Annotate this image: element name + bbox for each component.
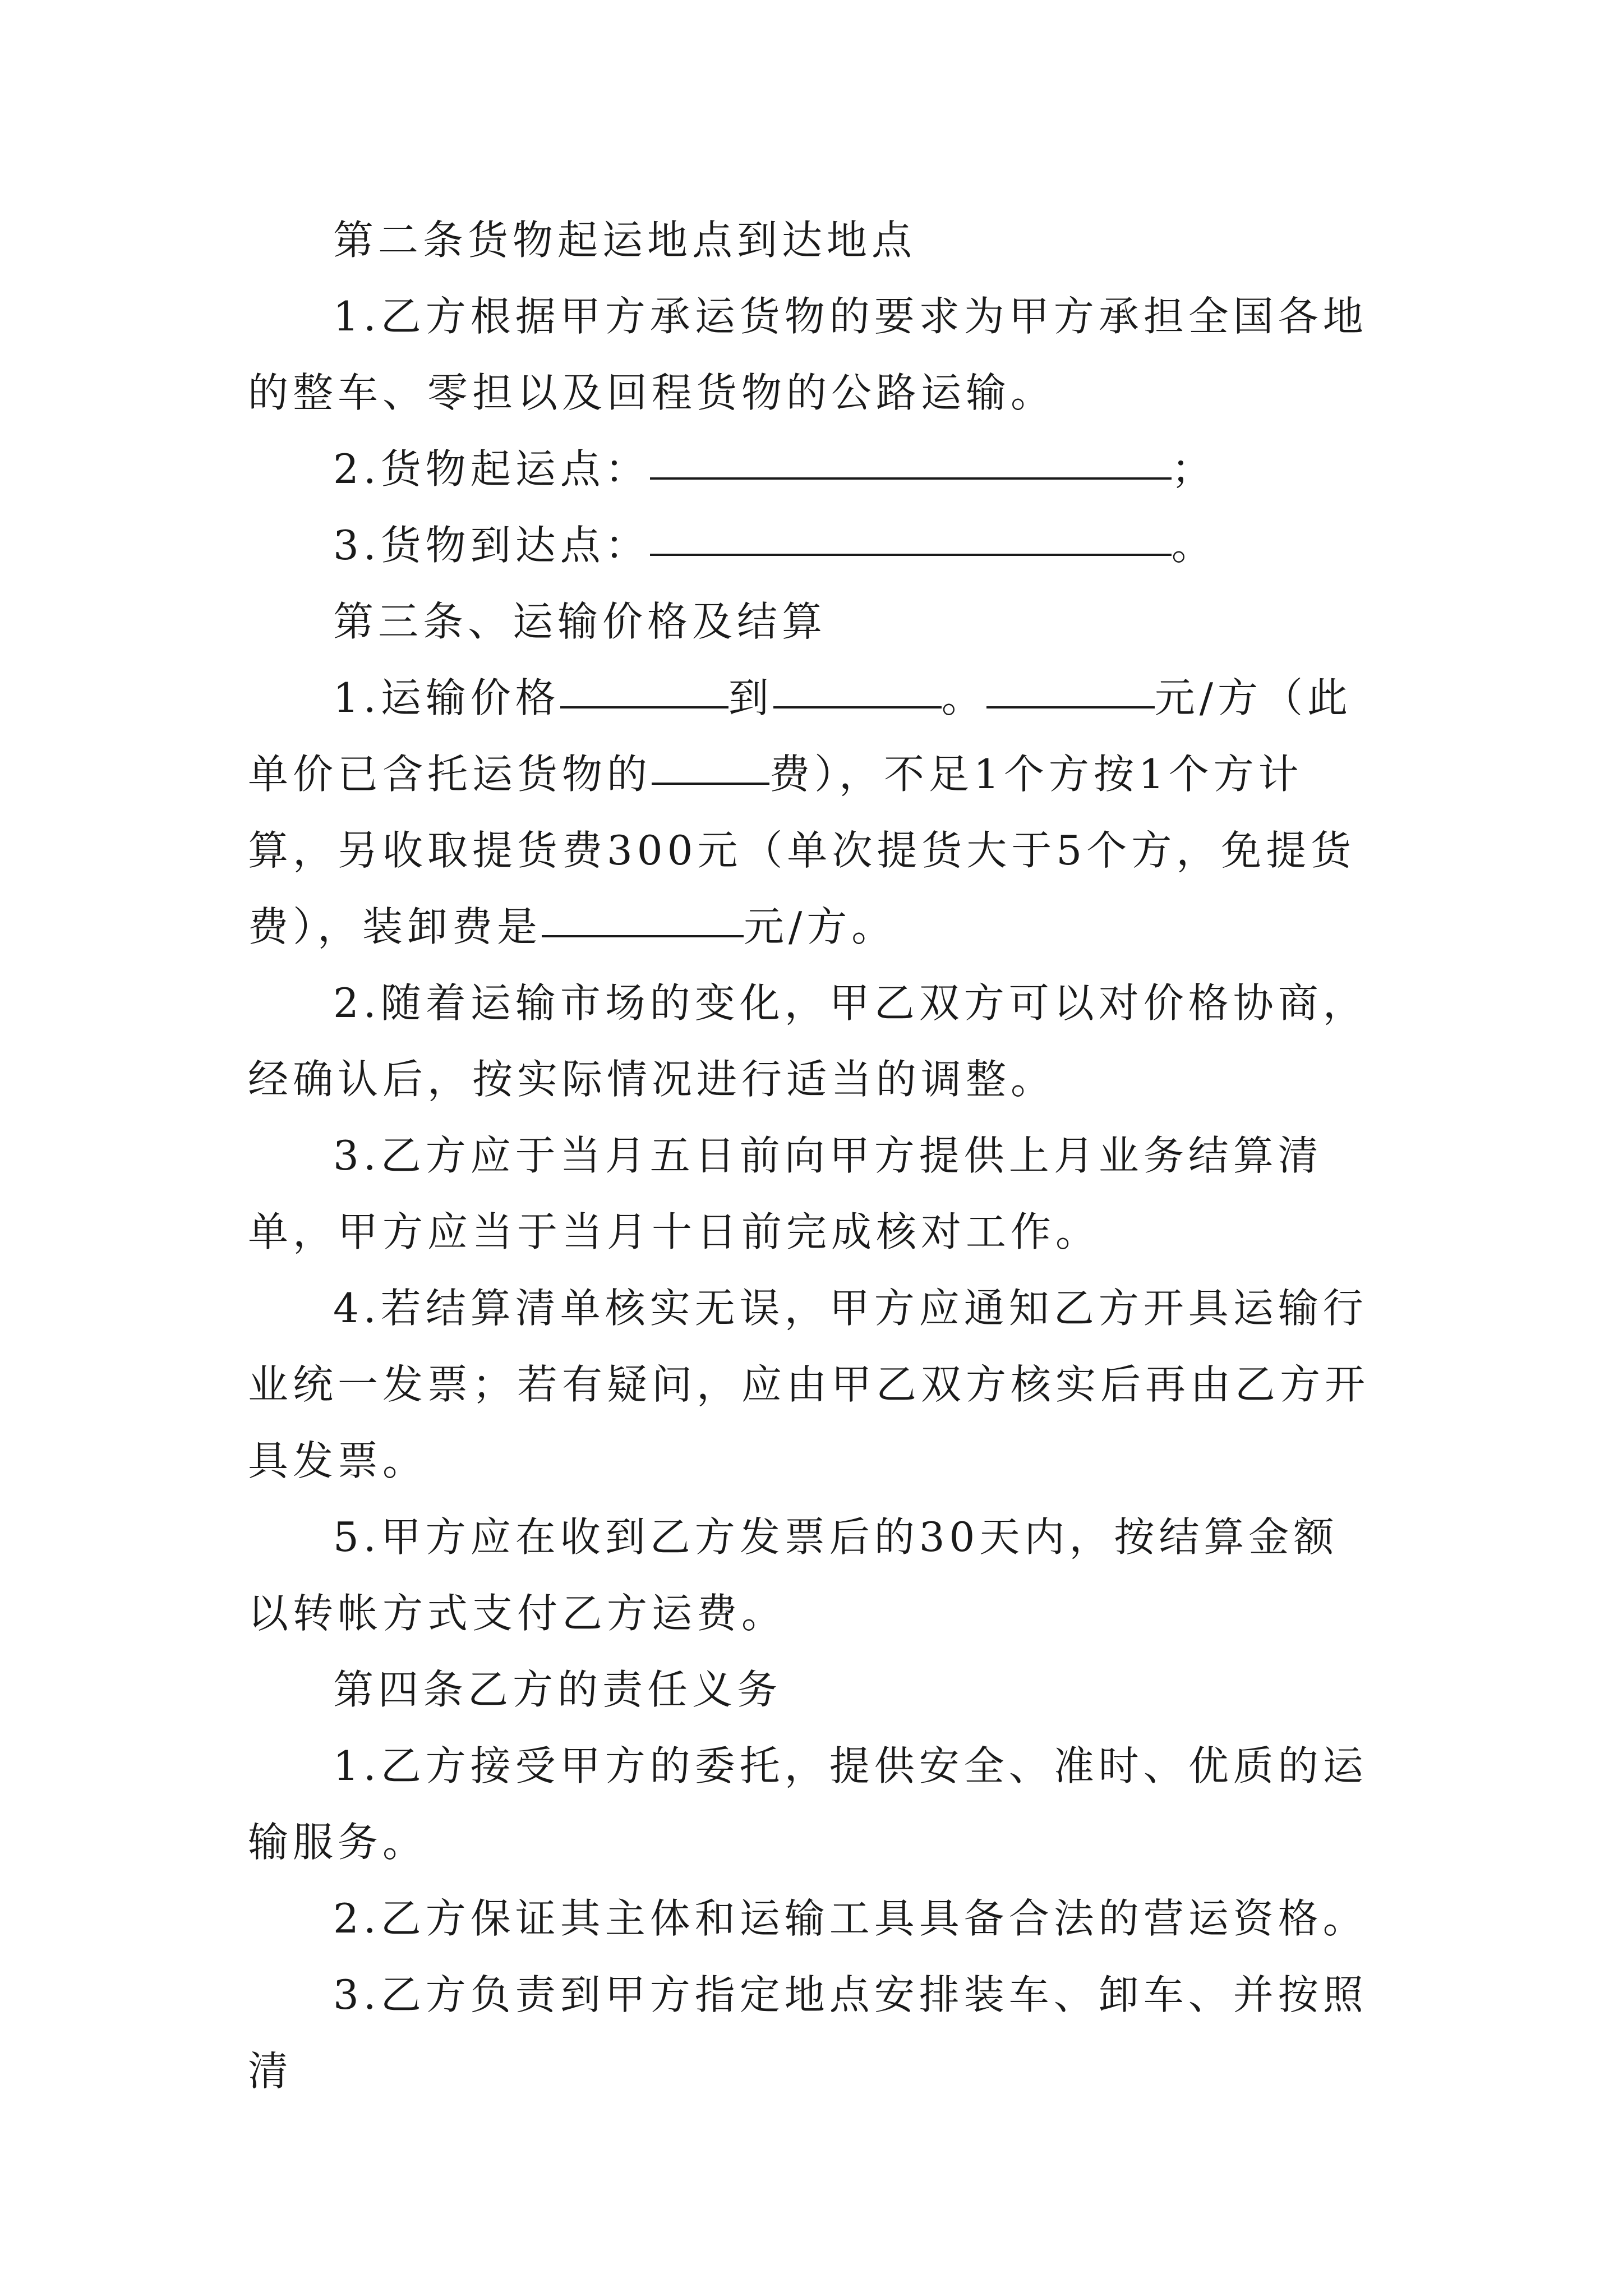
origin-blank-line <box>650 477 1172 480</box>
article-3-clause-2: 2.随着运输市场的变化，甲乙双方可以对价格协商，经确认后，按实际情况进行适当的调整。 <box>248 979 1368 1103</box>
article-4-clause-2: 2.乙方保证其主体和运输工具具备合法的营运资格。 <box>333 1895 1368 1942</box>
destination-label: 3.货物到达点： <box>333 522 650 569</box>
unit-price-text: 元/方（此单价已含托运货物的 <box>248 674 1352 798</box>
handling-fee-unit: 元/方。 <box>744 903 897 950</box>
article-4-heading: 第四条乙方的责任义务 <box>333 1666 782 1713</box>
unit-price-blank <box>986 706 1155 708</box>
origin-suffix: ； <box>1171 445 1216 493</box>
article-4-clause-3: 3.乙方负责到甲方指定地点安排装车、卸车、并按照清 <box>248 1971 1368 2095</box>
article-3-clause-3: 3.乙方应于当月五日前向甲方提供上月业务结算清单，甲方应当于当月十日前完成核对工作。 <box>248 1132 1323 1255</box>
price-label: 1.运输价格 <box>333 674 560 721</box>
article-3-clause-4: 4.若结算清单核实无误，甲方应通知乙方开具运输行业统一发票；若有疑问，应由甲乙双方核实后再由乙方开具发票。 <box>248 1285 1370 1484</box>
price-from-blank <box>560 706 728 708</box>
article-3-heading: 第三条、运输价格及结算 <box>333 598 827 645</box>
price-period: 。 <box>941 674 986 721</box>
destination-blank-line <box>650 553 1172 556</box>
article-2-clause-1: 1.乙方根据甲方承运货物的要求为甲方承担全国各地的整车、零担以及回程货物的公路运输。 <box>248 293 1368 416</box>
handling-fee-blank <box>542 935 744 937</box>
article-2-heading: 第二条货物起运地点到达地点 <box>333 217 917 264</box>
included-fee-blank <box>652 782 769 785</box>
document-body <box>248 202 1375 2109</box>
price-to-blank <box>773 706 942 708</box>
destination-suffix: 。 <box>1171 522 1216 569</box>
article-2-clause-3 <box>248 507 1375 583</box>
fee-terms-text: 费），不足1个方按1个方计算，另收取提货费300元（单次提货大于5个方，免提货费），装卸费是 <box>248 751 1356 950</box>
article-3-clause-1 <box>248 660 1375 965</box>
article-3-clause-5: 5.甲方应在收到乙方发票后的30天内，按结算金额以转帐方式支付乙方运费。 <box>248 1513 1339 1637</box>
price-to-word: 到 <box>728 674 773 721</box>
article-2-clause-2 <box>248 431 1375 507</box>
origin-label: 2.货物起运点： <box>333 445 650 493</box>
article-4-clause-1: 1.乙方接受甲方的委托，提供安全、准时、优质的运输服务。 <box>248 1742 1368 1866</box>
